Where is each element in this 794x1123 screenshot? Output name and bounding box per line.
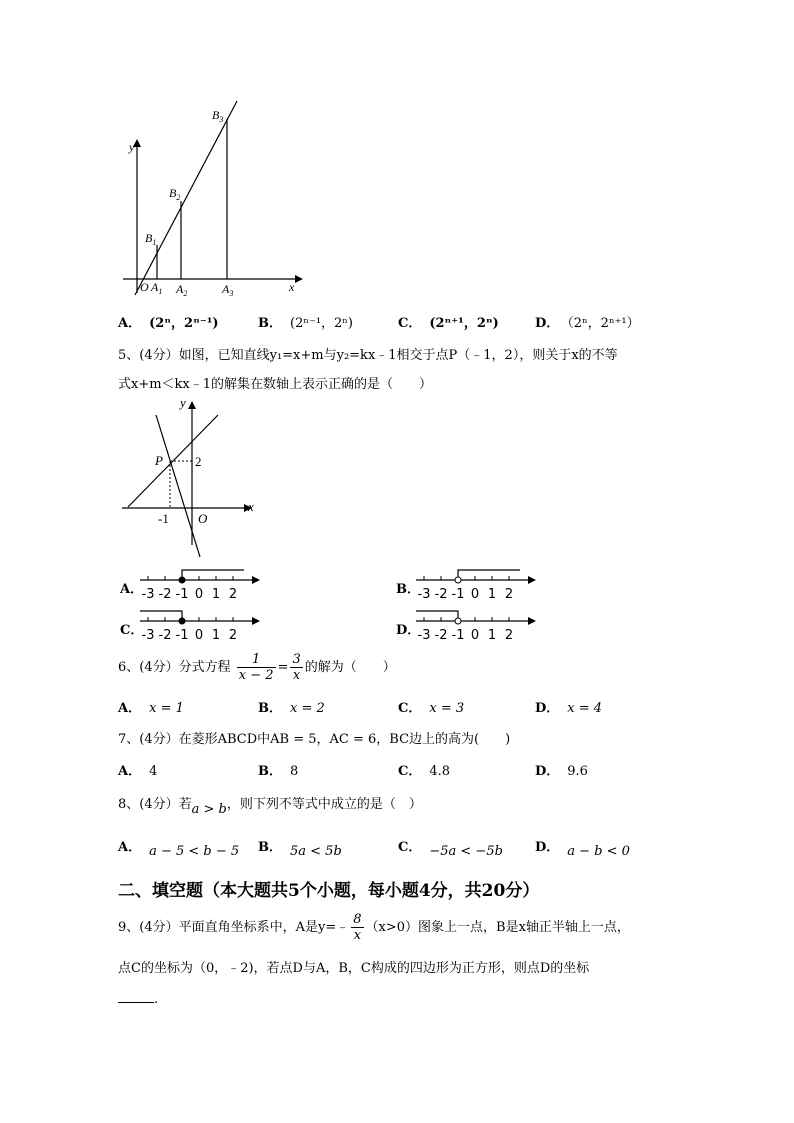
tick-label: 1: [487, 587, 497, 602]
svg-text:B3: $B_3$: [212, 108, 224, 124]
q6-stem: 6、(4分）分式方程 $\frac{1}{x - 2}$ = $\frac{3}{x}$ 的解为（ ）: [118, 652, 396, 683]
q6-fraction-right: $\frac{3}{x}$: [292, 652, 301, 683]
number-line-arrow: [528, 617, 536, 625]
tick-label: 2: [228, 628, 238, 643]
origin-label: O: [198, 511, 208, 526]
x-value-neg1-label: -1: [158, 511, 169, 526]
number-line-b: [416, 566, 541, 602]
tick-label: -2: [158, 628, 172, 643]
q4-option-a[interactable]: A． (2ⁿ，2ⁿ⁻¹): [118, 316, 219, 331]
svg-text:A2: $A_2$: [176, 282, 188, 298]
q4-option-b[interactable]: B． (2ⁿ⁻¹，2ⁿ): [258, 316, 354, 331]
q4-option-c[interactable]: C． (2ⁿ⁺¹，2ⁿ): [398, 316, 499, 331]
figure-staircase-diagram: [115, 95, 310, 300]
q7-option-b[interactable]: B． 8: [258, 764, 299, 779]
q9-stem-line2: 点C的坐标为（0，﹣2)，若点D与A，B，C构成的四边形为正方形，则点D的坐标: [118, 961, 590, 976]
tick-label: 2: [504, 628, 514, 643]
q8-stem: 8、(4分）若a > b，则下列不等式中成立的是（ ）: [118, 797, 422, 817]
tick-label: 2: [504, 587, 514, 602]
q7-option-d[interactable]: D． 9.6: [535, 764, 588, 779]
tick-label: -1: [451, 587, 465, 602]
q4-option-d[interactable]: D． （2ⁿ，2ⁿ⁺¹）: [535, 316, 640, 331]
tick-label: -1: [175, 587, 189, 602]
number-line-arrow: [252, 576, 260, 584]
open-dot: [455, 618, 461, 624]
q5-stem-line1: 5、(4分）如图，已知直线y₁=x+m与y₂=kx﹣1相交于点P（﹣1，2），则关于x的不等: [118, 348, 618, 363]
number-line-arrow: [252, 617, 260, 625]
tick-label: 0: [470, 587, 480, 602]
open-dot: [455, 577, 461, 583]
q9-fraction: $\frac{8}{x}$: [353, 912, 362, 943]
q9-stem-line1: 9、(4分）平面直角坐标系中，A是y=﹣ $\frac{8}{x}$ （x>0）图象上一点，B是x轴正半轴上一点，: [118, 912, 630, 943]
q5-option-d[interactable]: D．: [396, 623, 421, 638]
q7-option-c[interactable]: C． 4.8: [398, 764, 451, 779]
tick-label: -1: [451, 628, 465, 643]
tick-label: 2: [228, 587, 238, 602]
tick-label: 1: [487, 628, 497, 643]
axis-x-label: x: [248, 499, 254, 514]
tick-label: 1: [211, 587, 221, 602]
q6-option-a[interactable]: A． x = 1: [118, 701, 184, 716]
q5-option-a[interactable]: A．: [120, 582, 144, 597]
q6-option-b[interactable]: B． x = 2: [258, 701, 325, 716]
tick-label: 0: [194, 628, 204, 643]
tick-label: -2: [158, 587, 172, 602]
closed-dot: [179, 618, 185, 624]
q6-option-d[interactable]: D． x = 4: [535, 701, 603, 716]
tick-label: -3: [141, 628, 155, 643]
q5-option-c[interactable]: C．: [120, 623, 144, 638]
tick-label: 0: [470, 628, 480, 643]
tick-label: -1: [175, 628, 189, 643]
tick-label: -3: [417, 587, 431, 602]
number-line-a: [140, 566, 265, 602]
tick-label: -3: [141, 587, 155, 602]
section-title-fill-in: 二、填空题（本大题共5个小题，每小题4分，共20分）: [118, 881, 540, 901]
q8-option-d[interactable]: D． a − b < 0: [535, 840, 630, 859]
tick-label: -2: [434, 587, 448, 602]
q6-fraction-left: $\frac{1}{x - 2}$: [238, 652, 274, 683]
q8-option-b[interactable]: B． 5a < 5b: [258, 840, 342, 859]
q8-option-c[interactable]: C． −5a < −5b: [398, 840, 503, 859]
axis-x-label: x: [289, 280, 295, 294]
number-line-arrow: [528, 576, 536, 584]
closed-dot: [179, 577, 185, 583]
axis-y-label: y: [180, 395, 186, 410]
svg-text:B2: $B_2$: [169, 186, 181, 202]
origin-label: O: [140, 280, 149, 294]
tick-label: -2: [434, 628, 448, 643]
q9-answer-blank[interactable]: .: [118, 988, 158, 1007]
point-p-label: P: [155, 453, 163, 468]
svg-text:B1: $B_1$: [145, 231, 157, 247]
q7-option-a[interactable]: A． 4: [118, 764, 158, 779]
q8-option-a[interactable]: A． a − 5 < b − 5: [118, 840, 240, 859]
tick-label: 0: [194, 587, 204, 602]
number-line-d: [416, 607, 541, 643]
q6-option-c[interactable]: C． x = 3: [398, 701, 465, 716]
solution-ray: [182, 570, 244, 580]
solution-ray: [458, 570, 520, 580]
svg-text:A3: $A_3$: [222, 282, 234, 298]
number-line-c: [140, 607, 265, 643]
q5-stem-line2: 式x+m＜kx﹣1的解集在数轴上表示正确的是（ ）: [118, 377, 433, 392]
tick-label: 1: [211, 628, 221, 643]
svg-text:A1: $A_1$: [151, 280, 163, 296]
q7-stem: 7、(4分）在菱形ABCD中AB = 5，AC = 6，BC边上的高为( ): [118, 732, 511, 747]
tick-label: -3: [417, 628, 431, 643]
solution-ray: [416, 611, 458, 621]
y-value-2-label: 2: [195, 454, 202, 469]
q5-option-b[interactable]: B．: [396, 582, 420, 597]
figure-intersecting-lines: [118, 395, 263, 565]
axis-y-label: y: [129, 140, 135, 154]
solution-ray: [140, 611, 182, 621]
